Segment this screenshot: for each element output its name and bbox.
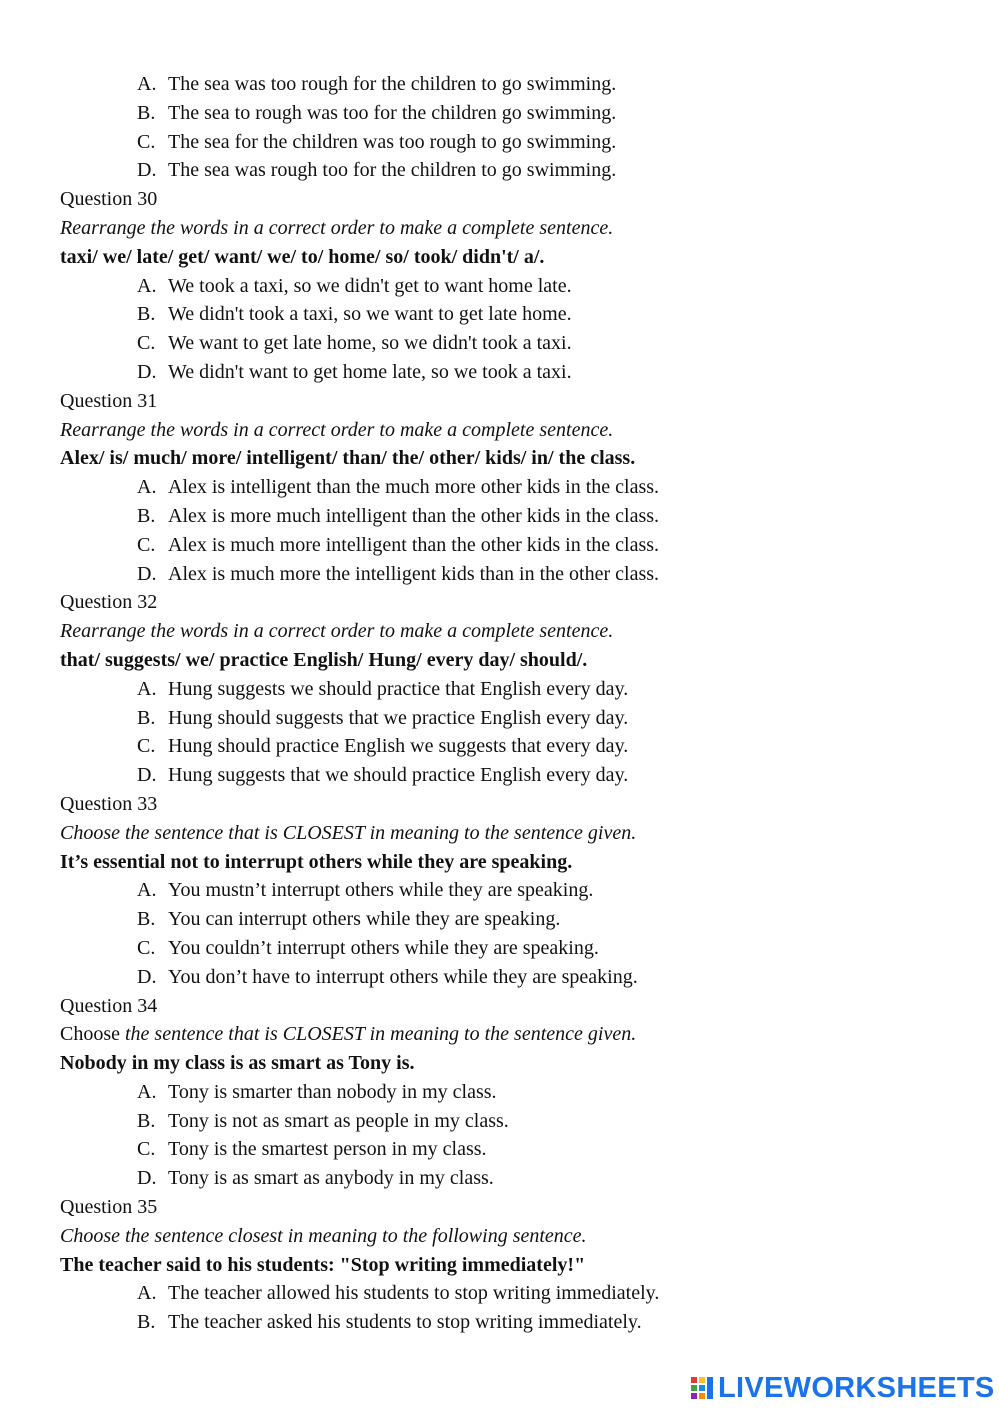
answer-option[interactable] <box>0 761 999 790</box>
question-instruction <box>0 416 999 445</box>
option-letter: C. <box>137 533 156 556</box>
option-letter: D. <box>137 159 157 182</box>
question-block <box>0 185 999 387</box>
question-prompt: Nobody in my class is as smart as Tony is. <box>60 1052 415 1075</box>
answer-option[interactable] <box>0 272 999 301</box>
question-title: Question 33 <box>60 792 158 815</box>
answer-option[interactable] <box>0 329 999 358</box>
answer-option[interactable] <box>0 876 999 905</box>
option-letter: A. <box>137 677 157 700</box>
option-text: The teacher asked his students to stop writing immediately. <box>168 1311 642 1334</box>
answer-option[interactable] <box>0 1279 999 1308</box>
option-text: We didn't took a taxi, so we want to get late home. <box>168 303 572 326</box>
question-instruction <box>0 1222 999 1251</box>
option-text: Hung suggests we should practice that English every day. <box>168 677 629 700</box>
option-text: You mustn’t interrupt others while they are speaking. <box>168 879 594 902</box>
answer-option[interactable] <box>0 128 999 157</box>
answer-option[interactable] <box>0 473 999 502</box>
question-instruction <box>0 214 999 243</box>
option-letter: D. <box>137 562 157 585</box>
option-text: Tony is smarter than nobody in my class. <box>168 1080 497 1103</box>
answer-option[interactable] <box>0 531 999 560</box>
option-text: Alex is much more intelligent than the other kids in the class. <box>168 533 660 556</box>
answer-option[interactable] <box>0 99 999 128</box>
instruction-text: Rearrange the words in a correct order to make a complete sentence. <box>60 620 614 643</box>
question-prompt: that/ suggests/ we/ practice English/ Hung/ every day/ should/. <box>60 648 588 671</box>
option-letter: D. <box>137 360 157 383</box>
instruction-text: Choose the sentence that is CLOSEST in meaning to the sentence given. <box>60 821 637 844</box>
option-text: Hung should practice English we suggests that every day. <box>168 735 629 758</box>
option-text: You couldn’t interrupt others while they are speaking. <box>168 936 599 959</box>
option-letter: A. <box>137 476 157 499</box>
option-letter: A. <box>137 1282 157 1305</box>
option-text: You can interrupt others while they are speaking. <box>168 908 561 931</box>
answer-option[interactable] <box>0 70 999 99</box>
option-letter: B. <box>137 504 156 527</box>
option-letter: B. <box>137 1311 156 1334</box>
option-letter: C. <box>137 130 156 153</box>
answer-option[interactable] <box>0 1107 999 1136</box>
option-text: The sea was too rough for the children to go swimming. <box>168 73 617 95</box>
question-instruction <box>0 617 999 646</box>
question-instruction <box>0 819 999 848</box>
option-text: Tony is the smartest person in my class. <box>168 1138 487 1161</box>
answer-option[interactable] <box>0 732 999 761</box>
question-block <box>0 387 999 589</box>
question-prompt: Alex/ is/ much/ more/ intelligent/ than/ the/ other/ kids/ in/ the class. <box>60 447 636 470</box>
answer-option[interactable] <box>0 358 999 387</box>
answer-option[interactable] <box>0 1135 999 1164</box>
carryover-options <box>0 70 999 185</box>
option-text: We want to get late home, so we didn't took a taxi. <box>168 332 572 355</box>
option-letter: B. <box>137 908 156 931</box>
option-text: The teacher allowed his students to stop writing immediately. <box>168 1282 660 1305</box>
question-title: Question 34 <box>60 994 158 1017</box>
option-letter: C. <box>137 1138 156 1161</box>
option-text: The sea to rough was too for the children go swimming. <box>168 101 617 124</box>
option-text: Alex is intelligent than the much more other kids in the class. <box>168 476 660 499</box>
instruction-lead: Choose <box>60 1023 120 1046</box>
worksheet-page <box>0 70 999 1337</box>
option-letter: A. <box>137 274 157 297</box>
option-text: Alex is more much intelligent than the other kids in the class. <box>168 504 660 527</box>
option-letter: B. <box>137 101 156 124</box>
option-text: Hung suggests that we should practice English every day. <box>168 764 629 787</box>
option-text: The sea for the children was too rough to go swimming. <box>168 130 617 153</box>
liveworksheets-logo-icon <box>690 1376 714 1400</box>
answer-option[interactable] <box>0 502 999 531</box>
answer-option[interactable] <box>0 300 999 329</box>
answer-option[interactable] <box>0 1308 999 1337</box>
answer-option[interactable] <box>0 560 999 589</box>
option-text: Tony is not as smart as people in my class. <box>168 1109 509 1132</box>
instruction-text: the sentence that is CLOSEST in meaning to the sentence given. <box>120 1023 637 1046</box>
question-instruction <box>0 1020 999 1049</box>
answer-option[interactable] <box>0 963 999 992</box>
question-title: Question 30 <box>60 188 158 211</box>
question-block <box>0 992 999 1194</box>
instruction-text: Rearrange the words in a correct order to make a complete sentence. <box>60 216 614 239</box>
option-letter: D. <box>137 764 157 787</box>
answer-option[interactable] <box>0 905 999 934</box>
option-letter: B. <box>137 1109 156 1132</box>
option-text: Alex is much more the intelligent kids than in the other class. <box>168 562 660 585</box>
question-block <box>0 588 999 790</box>
option-letter: B. <box>137 303 156 326</box>
brand-wordmark: LIVEWORKSHEETS <box>718 1371 995 1404</box>
question-prompt: The teacher said to his students: "Stop writing immediately!" <box>60 1253 586 1276</box>
answer-option[interactable] <box>0 1078 999 1107</box>
liveworksheets-branding <box>690 1371 995 1405</box>
question-list <box>0 185 999 1337</box>
option-letter: B. <box>137 706 156 729</box>
question-block <box>0 1193 999 1337</box>
instruction-text: Choose the sentence closest in meaning to the following sentence. <box>60 1224 587 1247</box>
question-title: Question 32 <box>60 591 158 614</box>
option-letter: C. <box>137 332 156 355</box>
question-prompt: It’s essential not to interrupt others while they are speaking. <box>60 850 573 873</box>
question-block <box>0 790 999 992</box>
answer-option[interactable] <box>0 156 999 185</box>
question-title: Question 31 <box>60 389 158 412</box>
option-text: We didn't want to get home late, so we took a taxi. <box>168 360 572 383</box>
answer-option[interactable] <box>0 675 999 704</box>
question-title: Question 35 <box>60 1196 158 1219</box>
instruction-text: Rearrange the words in a correct order to make a complete sentence. <box>60 418 614 441</box>
option-letter: D. <box>137 1167 157 1190</box>
option-text: You don’t have to interrupt others while they are speaking. <box>168 965 638 988</box>
answer-option[interactable] <box>0 704 999 733</box>
option-text: We took a taxi, so we didn't get to want home late. <box>168 274 572 297</box>
option-letter: D. <box>137 965 157 988</box>
answer-option[interactable] <box>0 1164 999 1193</box>
option-text: The sea was rough too for the children to go swimming. <box>168 159 617 182</box>
answer-option[interactable] <box>0 934 999 963</box>
option-text: Hung should suggests that we practice English every day. <box>168 706 629 729</box>
question-prompt: taxi/ we/ late/ get/ want/ we/ to/ home/ so/ took/ didn't/ a/. <box>60 245 545 268</box>
option-letter: C. <box>137 735 156 758</box>
option-text: Tony is as smart as anybody in my class. <box>168 1167 494 1190</box>
option-letter: A. <box>137 879 157 902</box>
option-letter: A. <box>137 73 157 95</box>
option-letter: A. <box>137 1080 157 1103</box>
option-letter: C. <box>137 936 156 959</box>
